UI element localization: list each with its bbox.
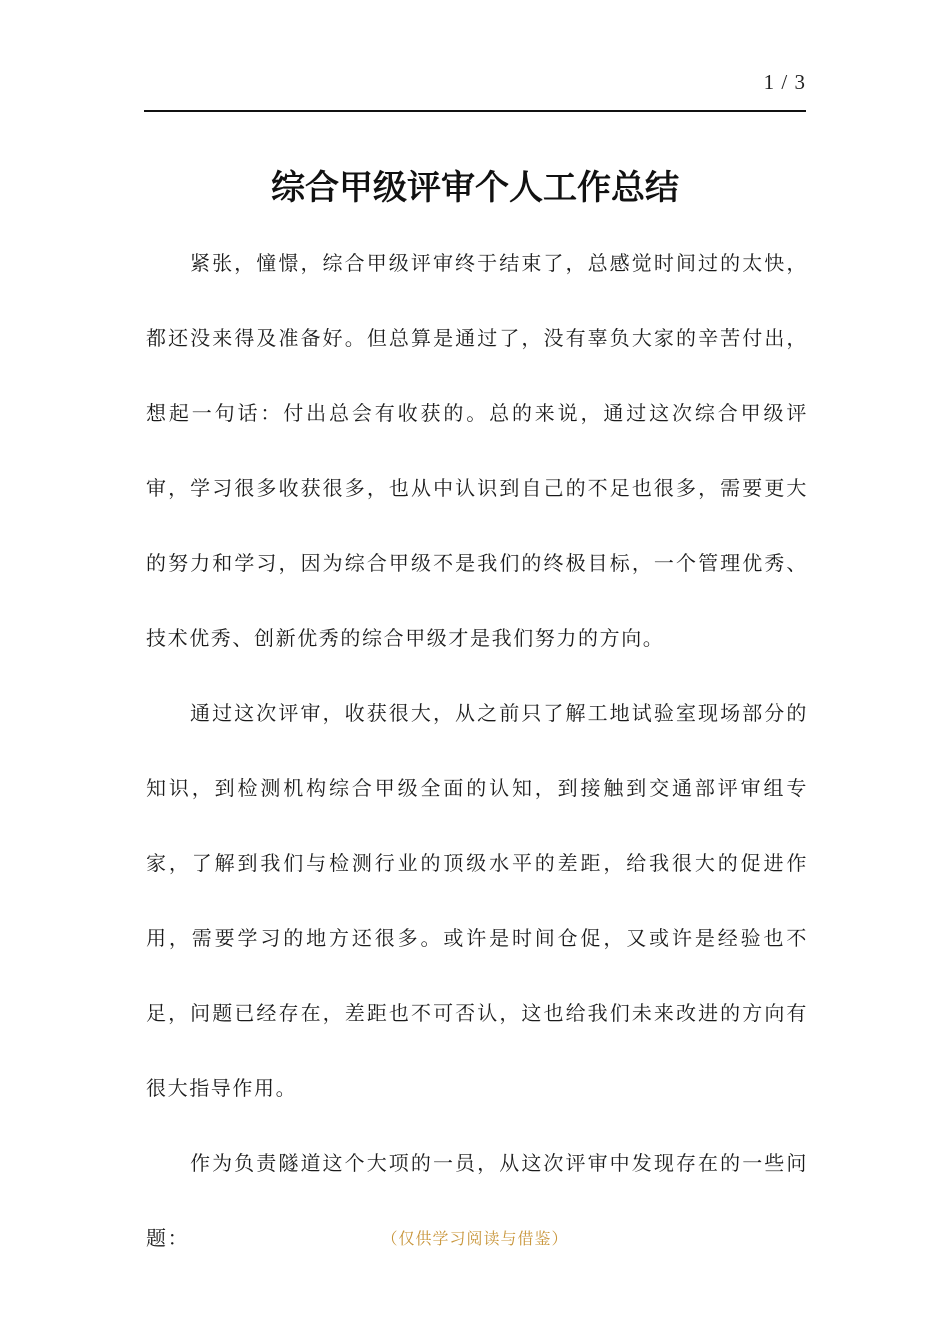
- paragraph-1: 紧张，憧憬，综合甲级评审终于结束了，总感觉时间过的太快，都还没来得及准备好。但总算是通过了，没有辜负大家的辛苦付出，想起一句话：付出总会有收获的。总的来说，通过这次综合甲级评审，学习很多收获很多，也从中认识到自己的不足也很多，需要更大的努力和学习，因为综合甲级不是我们的终极目标，一个管理优秀、技术优秀、创新优秀的综合甲级才是我们努力的方向。: [146, 251, 808, 650]
- footer-note: （仅供学习阅读与借鉴）: [381, 1229, 569, 1248]
- document-title: 综合甲级评审个人工作总结: [271, 168, 679, 208]
- paragraph-3: 作为负责隧道这个大项的一员，从这次评审中发现存在的一些问题：: [146, 1151, 808, 1250]
- header-divider: [144, 110, 806, 112]
- page-number: 1 / 3: [763, 70, 806, 94]
- paragraph-2: 通过这次评审，收获很大，从之前只了解工地试验室现场部分的知识，到检测机构综合甲级全面的认知，到接触到交通部评审组专家，了解到我们与检测行业的顶级水平的差距，给我很大的促进作用，需要学习的地方还很多。或许是时间仓促，又或许是经验也不足，问题已经存在，差距也不可否认，这也给我们未来改进的方向有很大指导作用。: [146, 701, 808, 1100]
- document-body: [146, 226, 808, 1276]
